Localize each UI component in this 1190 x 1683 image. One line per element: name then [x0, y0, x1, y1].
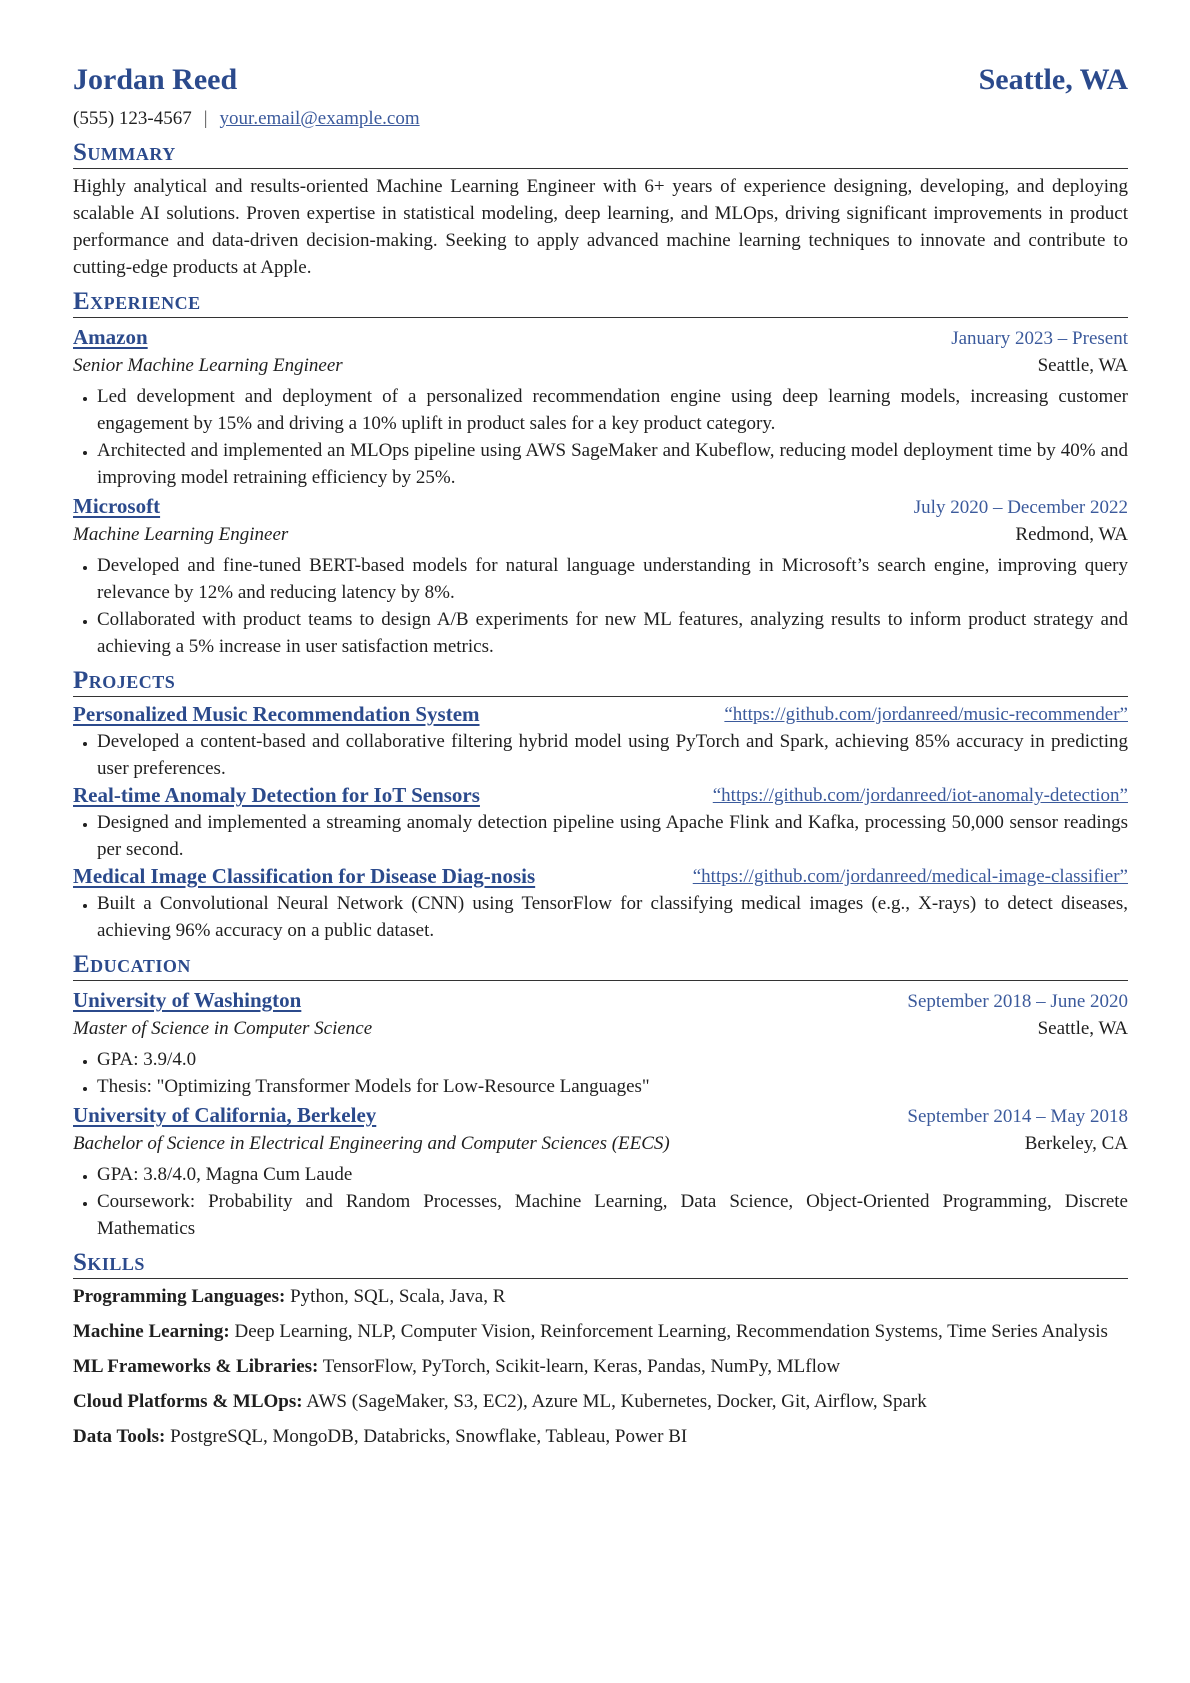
education-entry: [73, 1100, 1128, 1242]
summary-text: Highly analytical and results-oriented Machine Learning Engineer with 6+ years of experience designing, developing, and deploying scalable AI solutions. Proven expertise in statistical modeling, deep learning, and MLOps, driving significant improvements in product performance and data-driven decision-making. Seeking to apply advanced machine learning techniques to innovate and contribute to cutting-edge products at Apple.: [73, 176, 1128, 278]
skill-label: ML Frameworks & Libraries:: [73, 1356, 319, 1377]
skill-row: [73, 1423, 1128, 1450]
experience-entry: [73, 491, 1128, 660]
skill-label: Programming Languages:: [73, 1286, 286, 1307]
candidate-location: Seattle, WA: [978, 63, 1128, 96]
project-link[interactable]: “https://github.com/jordanreed/medical-image-classifier”: [692, 866, 1128, 887]
bullet-item: • Led development and deployment of a personalized recommendation engine using deep learning models, increasing customer engagement by 15% and driving a 10% uplift in product sales for a key product category.: [97, 383, 1128, 437]
bullet-item: • Developed a content-based and collaborative filtering hybrid model using PyTorch and Spark, achieving 85% accuracy in predicting user preferences.: [97, 728, 1128, 782]
bullet-list: [73, 552, 1128, 660]
skill-label: Machine Learning:: [73, 1321, 230, 1342]
bullet-item: • GPA: 3.9/4.0: [97, 1046, 1128, 1073]
section-title-summary: Summary: [73, 138, 1128, 169]
school-name[interactable]: University of Washington: [73, 988, 302, 1012]
degree-name: Master of Science in Computer Science: [73, 1018, 373, 1039]
bullet-item: • GPA: 3.8/4.0, Magna Cum Laude: [97, 1161, 1128, 1188]
entry-location: Seattle, WA: [1037, 1018, 1128, 1039]
entry-dates: July 2020 – December 2022: [913, 497, 1128, 518]
resume-page: [73, 60, 1128, 1458]
degree-name: Bachelor of Science in Electrical Engineering and Computer Sciences (EECS): [73, 1133, 670, 1154]
education-entry: [73, 985, 1128, 1100]
skill-value: PostgreSQL, MongoDB, Databricks, Snowflake, Tableau, Power BI: [170, 1426, 688, 1447]
skill-value: Deep Learning, NLP, Computer Vision, Reinforcement Learning, Recommendation Systems, Time Series Analysis: [234, 1321, 1108, 1342]
resume-header: [73, 60, 1128, 104]
section-title-skills: Skills: [73, 1248, 1128, 1279]
projects-section: [73, 666, 1128, 944]
school-name[interactable]: University of California, Berkeley: [73, 1103, 377, 1127]
bullet-item: • Built a Convolutional Neural Network (CNN) using TensorFlow for classifying medical images (e.g., X-rays) to detect diseases, achieving 96% accuracy on a public dataset.: [97, 890, 1128, 944]
email-link[interactable]: your.email@example.com: [219, 108, 420, 129]
bullet-item: • Collaborated with product teams to design A/B experiments for new ML features, analyzing results to inform product strategy and achieving a 5% increase in user satisfaction metrics.: [97, 606, 1128, 660]
entry-dates: September 2014 – May 2018: [907, 1106, 1128, 1127]
bullet-list: [73, 383, 1128, 491]
skill-row: [73, 1283, 1128, 1310]
project-link[interactable]: “https://github.com/jordanreed/iot-anomaly-detection”: [712, 785, 1128, 806]
project-entry: [73, 701, 1128, 782]
company-name[interactable]: Amazon: [73, 325, 148, 349]
skill-row: [73, 1318, 1128, 1345]
bullet-item: • Architected and implemented an MLOps pipeline using AWS SageMaker and Kubeflow, reducing model deployment time by 40% and improving model retraining efficiency by 25%.: [97, 437, 1128, 491]
bullet-list: [73, 1046, 1128, 1100]
experience-entry: [73, 322, 1128, 491]
company-name[interactable]: Microsoft: [73, 494, 161, 518]
contact-separator: |: [203, 108, 208, 129]
skill-value: AWS (SageMaker, S3, EC2), Azure ML, Kubernetes, Docker, Git, Airflow, Spark: [306, 1391, 927, 1412]
experience-section: [73, 287, 1128, 660]
section-title-education: Education: [73, 950, 1128, 981]
project-entry: [73, 863, 1128, 944]
skill-label: Cloud Platforms & MLOps:: [73, 1391, 303, 1412]
entry-dates: January 2023 – Present: [951, 328, 1128, 349]
job-title: Senior Machine Learning Engineer: [73, 355, 343, 376]
skill-label: Data Tools:: [73, 1426, 166, 1447]
entry-location: Berkeley, CA: [1024, 1133, 1128, 1154]
project-entry: [73, 782, 1128, 863]
bullet-item: • Coursework: Probability and Random Processes, Machine Learning, Data Science, Object-Oriented Programming, Discrete Mathematics: [97, 1188, 1128, 1242]
skills-section: [73, 1248, 1128, 1450]
project-link[interactable]: “https://github.com/jordanreed/music-recommender”: [724, 704, 1128, 725]
entry-location: Redmond, WA: [1015, 524, 1128, 545]
bullet-list: [73, 809, 1128, 863]
entry-location: Seattle, WA: [1037, 355, 1128, 376]
skill-row: [73, 1353, 1128, 1380]
education-section: [73, 950, 1128, 1242]
skill-value: Python, SQL, Scala, Java, R: [290, 1286, 506, 1307]
project-name[interactable]: Personalized Music Recommendation System: [73, 702, 480, 726]
bullet-item: • Thesis: "Optimizing Transformer Models for Low-Resource Languages": [97, 1073, 1128, 1100]
job-title: Machine Learning Engineer: [73, 524, 289, 545]
bullet-list: [73, 1161, 1128, 1242]
phone-number: (555) 123-4567: [73, 108, 192, 129]
section-title-projects: Projects: [73, 666, 1128, 697]
bullet-list: [73, 890, 1128, 944]
section-title-experience: Experience: [73, 287, 1128, 318]
bullet-item: • Developed and fine-tuned BERT-based models for natural language understanding in Microsoft’s search engine, improving query relevance by 12% and reducing latency by 8%.: [97, 552, 1128, 606]
entry-dates: September 2018 – June 2020: [907, 991, 1128, 1012]
bullet-list: [73, 728, 1128, 782]
summary-section: [73, 138, 1128, 281]
project-name[interactable]: Medical Image Classification for Disease Diag-nosis: [73, 864, 536, 888]
bullet-item: • Designed and implemented a streaming anomaly detection pipeline using Apache Flink and Kafka, processing 50,000 sensor readings per second.: [97, 809, 1128, 863]
contact-line: [73, 104, 1128, 134]
project-name[interactable]: Real-time Anomaly Detection for IoT Sensors: [73, 783, 480, 807]
candidate-name: Jordan Reed: [73, 63, 238, 96]
skill-row: [73, 1388, 1128, 1415]
skill-value: TensorFlow, PyTorch, Scikit-learn, Keras, Pandas, NumPy, MLflow: [322, 1356, 841, 1377]
